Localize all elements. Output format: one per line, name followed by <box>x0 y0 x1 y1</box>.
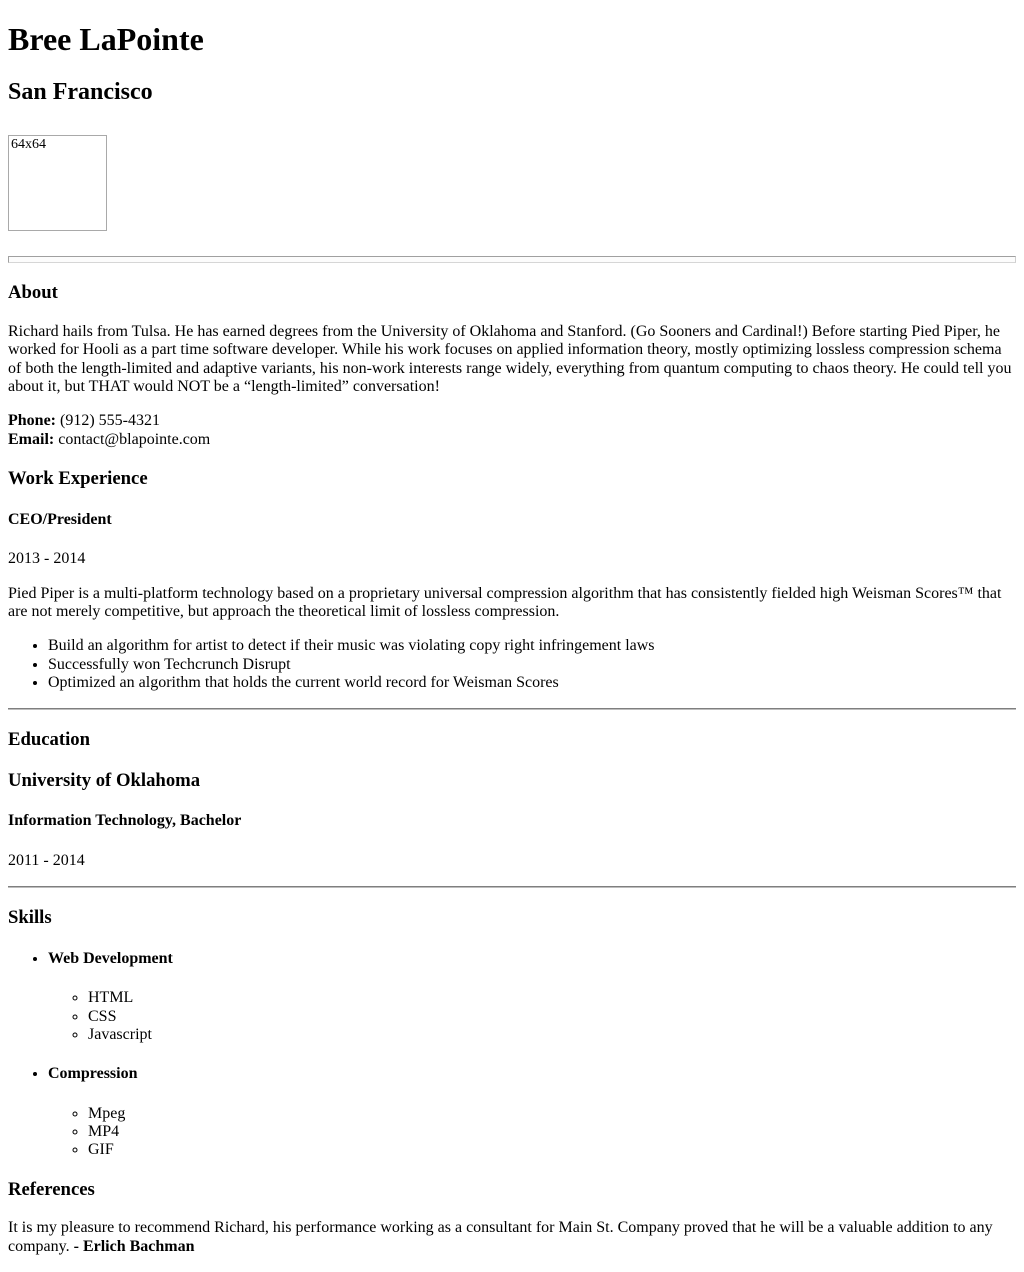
skill-item-list <box>48 989 1016 1044</box>
references-section <box>8 1179 1016 1256</box>
work-bullet-list <box>8 637 1016 692</box>
skills-category-list <box>8 950 1016 1160</box>
skill-category-name: • Compression <box>48 1065 138 1083</box>
work-section-title: Work Experience <box>8 468 148 490</box>
about-bio: Richard hails from Tulsa. He has earned degrees from the University of Oklahoma and Stanford. (Go Sooners and Cardinal!) Before starting Pied Piper, he worked for Hooli as a part time software developer. While his work focuses on applied information theory, mostly optimizing lossless compression schema of both the length-limited and adaptive variants, his non-work interests range widely, everything from quantum computing to chaos theory. He could tell you about it, but THAT would NOT be a “length-limited” conversation! <box>8 322 1012 396</box>
email-label: Email: <box>8 430 55 448</box>
about-section <box>8 282 1016 449</box>
avatar-container <box>8 135 1016 231</box>
phone-value: (912) 555-4321 <box>60 412 160 430</box>
skills-section-title: Skills <box>8 907 52 929</box>
phone-label: Phone: <box>8 412 56 430</box>
work-experience-section <box>8 468 1016 692</box>
skill-item-list <box>48 1105 1016 1160</box>
skill-category-name: • Web Development <box>48 949 173 967</box>
education-degree: Information Technology, Bachelor <box>8 812 242 830</box>
skill-item: ◦ CSS <box>88 1008 1016 1026</box>
avatar-broken-image: 64x64 <box>8 135 107 231</box>
about-section-title: About <box>8 282 58 304</box>
references-section-title: References <box>8 1178 95 1200</box>
skill-category <box>48 950 1016 1045</box>
contact-block <box>8 412 1016 449</box>
header-divider <box>8 256 1016 263</box>
skills-section <box>8 907 1016 1160</box>
skill-item: ◦ Javascript <box>88 1026 1016 1044</box>
education-section <box>8 729 1016 870</box>
skill-item: ◦ HTML <box>88 989 1016 1007</box>
education-section-title: Education <box>8 729 91 751</box>
education-school: University of Oklahoma <box>8 769 201 791</box>
section-divider <box>8 886 1016 888</box>
education-dates: 2011 - 2014 <box>8 851 85 869</box>
work-summary: Pied Piper is a multi-platform technology based on a proprietary universal compression algorithm that has consistently fielded high Weisman Scores™ that are not merely competitive, but approach the theoretical limit of lossless compression. <box>8 584 1002 620</box>
reference-attribution: - Erlich Bachman <box>73 1237 195 1255</box>
work-bullet: • Build an algorithm for artist to detect if their music was violating copy right infringement laws <box>48 637 1016 655</box>
skill-item: ◦ MP4 <box>88 1123 1016 1141</box>
page-title: Bree LaPointe <box>8 21 204 57</box>
skill-item: ◦ GIF <box>88 1141 1016 1159</box>
location-subtitle: San Francisco <box>8 78 153 105</box>
reference-quote: It is my pleasure to recommend Richard, his performance working as a consultant for Main St. Company proved that he will be a valuable addition to any company. <box>8 1219 993 1255</box>
work-dates: 2013 - 2014 <box>8 550 86 568</box>
skill-item: ◦ Mpeg <box>88 1105 1016 1123</box>
work-bullet: • Optimized an algorithm that holds the current world record for Weisman Scores <box>48 674 1016 692</box>
skill-category <box>48 1065 1016 1160</box>
email-value: contact@blapointe.com <box>58 430 211 448</box>
reference-entry <box>8 1219 1016 1256</box>
work-role: CEO/President <box>8 510 112 528</box>
work-bullet: • Successfully won Techcrunch Disrupt <box>48 656 1016 674</box>
section-divider <box>8 708 1016 710</box>
resume-header <box>8 21 1016 231</box>
